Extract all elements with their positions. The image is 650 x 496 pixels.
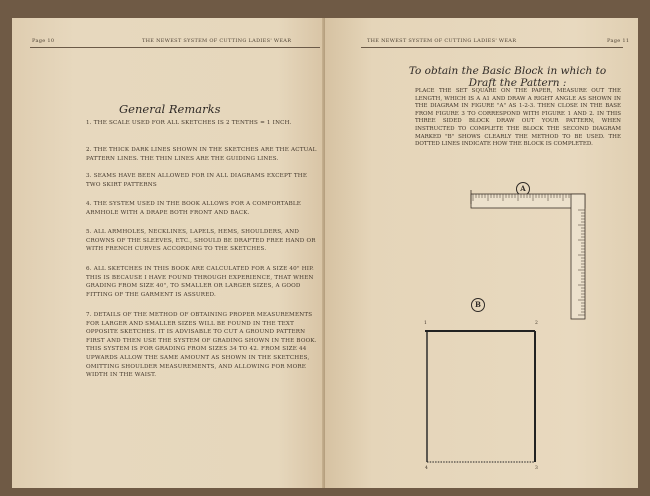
- block-instructions: PLACE THE SET SQUARE ON THE PAPER, MEASURE OUT THE LENGTH, WHICH IS A A1 AND DRAW A RIGHT ANGLE AS SHOWN IN THE DIAGRAM IN FIGURE "A" AS 1-2-3. THEN CLOSE IN THE BASE FROM FIGURE 3 TO CORRESPOND WITH FIGURE 1 AND 2. IN THIS THREE SIDED BLOCK DRAW OUT YOUR PATTERN, WHEN INSTRUCTED TO COMPLETE THE BLOCK THE SECOND DIAGRAM MARKED "B" SHOWS CLEARLY THE METHOD TO BE USED. THE DOTTED LINES INDICATE HOW THE BLOCK IS COMPLETED.: [415, 88, 621, 148]
- corner-label-4: 4: [425, 466, 428, 471]
- corner-label-3: 3: [535, 466, 538, 471]
- remark-1: 1. THE SCALE USED FOR ALL SKETCHES IS 2 TENTHS = 1 INCH.: [86, 120, 292, 126]
- right-title-line-1: To obtain the Basic Block in which to: [408, 65, 607, 77]
- figure-a-marker: A: [516, 182, 530, 196]
- left-page-title: General Remarks: [119, 102, 221, 116]
- remark-6: 6. ALL SKETCHES IN THIS BOOK ARE CALCULATED FOR A SIZE 40" HIP. THIS IS BECAUSE I HAVE FOUND THROUGH EXPERIENCE, THAT WHEN GRADING FROM SIZE 40", TO SMALLER OR LARGER SIZES, A GOOD FITTING OF THE GARMENT IS ASSURED.: [86, 266, 314, 298]
- left-header-rule: [30, 47, 320, 48]
- corner-label-1: 1: [424, 321, 427, 326]
- figure-b-marker: B: [471, 298, 485, 312]
- left-page: [12, 18, 325, 488]
- left-running-head: THE NEWEST SYSTEM OF CUTTING LADIES' WEAR: [142, 38, 292, 44]
- left-page-number: Page 10: [32, 38, 55, 44]
- corner-label-2: 2: [535, 321, 538, 326]
- remark-5: 5. ALL ARMHOLES, NECKLINES, LAPELS, HEMS, SHOULDERS, AND CROWNS OF THE SLEEVES, ETC., SHOULD BE DRAFTED FREE HAND OR WITH FRENCH CURVES ACCORDING TO THE SKETCHES.: [86, 229, 316, 253]
- right-title-line-2: Draft the Pattern :: [468, 77, 567, 89]
- remark-3: 3. SEAMS HAVE BEEN ALLOWED FOR IN ALL DIAGRAMS EXCEPT THE TWO SKIRT PATTERNS: [86, 173, 308, 188]
- right-running-head: THE NEWEST SYSTEM OF CUTTING LADIES' WEAR: [367, 38, 517, 44]
- remark-2: 2. THE THICK DARK LINES SHOWN IN THE SKETCHES ARE THE ACTUAL PATTERN LINES. THE THIN LINES ARE THE GUIDING LINES.: [86, 147, 317, 162]
- set-square-diagram: [325, 18, 638, 488]
- basic-block-figure-b: [425, 331, 535, 462]
- right-page-number: Page 11: [607, 38, 630, 44]
- set-square-outline: [471, 190, 585, 319]
- remark-4: 4. THE SYSTEM USED IN THE BOOK ALLOWS FOR A COMFORTABLE ARMHOLE WITH A DRAPE BOTH FRONT AND BACK.: [86, 201, 302, 216]
- remark-7: 7. DETAILS OF THE METHOD OF OBTAINING PROPER MEASUREMENTS FOR LARGER AND SMALLER SIZES WILL BE FOUND IN THE TEXT OPPOSITE SKETCHES. IT IS ADVISABLE TO CUT A GROUND PATTERN FIRST AND THEN USE THE SYSTEM OF GRADING SHOWN IN THE BOOK. THIS SYSTEM IS FOR GRADING FROM SIZES 34 TO 42. FROM SIZE 44 UPWARDS ALLOW THE SAME AMOUNT AS SHOWN IN THE SKETCHES, OMITTING SHOULDER MEASUREMENTS, AND ALLOWING FOR MORE WIDTH IN THE WAIST.: [86, 312, 317, 379]
- right-page: [325, 18, 638, 488]
